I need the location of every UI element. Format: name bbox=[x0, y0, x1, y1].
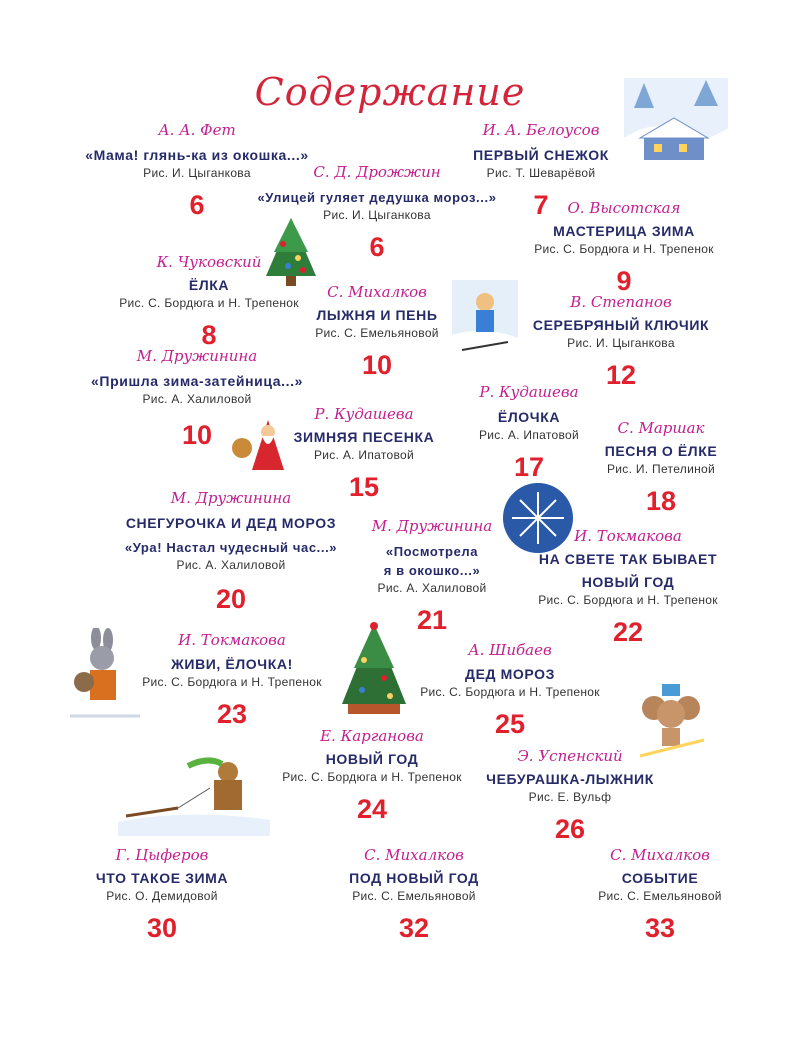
toc-entry[interactable] bbox=[534, 198, 714, 298]
entry-page-number: 10 bbox=[361, 350, 393, 380]
entry-page-number: 30 bbox=[146, 913, 178, 943]
entry-page-number: 6 bbox=[369, 232, 385, 262]
entry-author: С. Михалков bbox=[610, 846, 710, 864]
toc-entry[interactable] bbox=[605, 418, 718, 518]
toc-entry[interactable] bbox=[349, 845, 479, 945]
entry-credit: Рис. С. Бордюга и Н. Трепенок bbox=[420, 685, 600, 699]
entry-title: НА СВЕТЕ ТАК БЫВАЕТ bbox=[538, 551, 718, 567]
page-title: Содержание bbox=[254, 70, 526, 114]
entry-credit: Рис. С. Емельяновой bbox=[352, 889, 476, 903]
entry-page-number: 22 bbox=[612, 617, 644, 647]
entry-title: НОВЫЙ ГОД bbox=[581, 574, 675, 590]
entry-author: О. Высотская bbox=[567, 199, 681, 217]
entry-page-number: 15 bbox=[348, 472, 380, 502]
entry-credit: Рис. А. Халиловой bbox=[176, 558, 286, 572]
entry-title: ЖИВИ, ЁЛОЧКА! bbox=[171, 656, 293, 672]
entry-author: М. Дружинина bbox=[371, 517, 493, 535]
toc-entry[interactable] bbox=[486, 746, 654, 846]
entry-credit: Рис. А. Халиловой bbox=[377, 581, 487, 595]
entry-author: Е. Карганова bbox=[320, 727, 424, 745]
entry-author: В. Степанов bbox=[570, 293, 672, 311]
entry-title: НОВЫЙ ГОД bbox=[325, 751, 419, 767]
toc-entry[interactable] bbox=[315, 282, 439, 382]
entry-page-number: 21 bbox=[416, 605, 448, 635]
toc-entry[interactable] bbox=[119, 252, 299, 352]
entry-author: И. Токмакова bbox=[574, 527, 682, 545]
entry-title: «Мама! глянь-ка из окошка...» bbox=[85, 147, 309, 163]
entry-title: ПЕСНЯ О ЁЛКЕ bbox=[604, 443, 718, 459]
entry-credit: Рис. С. Бордюга и Н. Трепенок bbox=[538, 593, 718, 607]
entry-credit: Рис. С. Бордюга и Н. Трепенок bbox=[282, 770, 462, 784]
entry-credit: Рис. И. Петелиной bbox=[606, 462, 715, 476]
entry-page-number: 8 bbox=[201, 320, 217, 350]
entry-title: «Улицей гуляет дедушка мороз...» bbox=[257, 190, 497, 205]
entry-author: Р. Кудашева bbox=[479, 383, 579, 401]
entry-page-number: 32 bbox=[398, 913, 430, 943]
entry-author: А. Шибаев bbox=[468, 641, 552, 659]
entry-page-number: 24 bbox=[356, 794, 388, 824]
entry-credit: Рис. С. Бордюга и Н. Трепенок bbox=[534, 242, 714, 256]
entry-credit: Рис. Е. Вульф bbox=[528, 790, 612, 804]
entry-author: А. А. Фет bbox=[158, 121, 236, 139]
entry-page-number: 26 bbox=[554, 814, 586, 844]
entry-title: ЁЛОЧКА bbox=[497, 409, 561, 425]
entry-author: И. Токмакова bbox=[178, 631, 286, 649]
entry-title: ПОД НОВЫЙ ГОД bbox=[349, 870, 479, 886]
entry-page-number: 10 bbox=[181, 420, 213, 450]
entry-title: СЕРЕБРЯНЫЙ КЛЮЧИК bbox=[532, 317, 710, 333]
toc-entry[interactable] bbox=[96, 845, 228, 945]
entry-author: С. Михалков bbox=[327, 283, 427, 301]
toc-entry[interactable] bbox=[257, 162, 496, 264]
entry-author: Э. Успенский bbox=[517, 747, 623, 765]
entry-title: СОБЫТИЕ bbox=[621, 870, 699, 886]
entry-page-number: 9 bbox=[616, 266, 632, 296]
entry-page-number: 6 bbox=[189, 190, 205, 220]
entry-author: М. Дружинина bbox=[136, 347, 258, 365]
entry-author: С. Михалков bbox=[364, 846, 464, 864]
entry-credit: Рис. И. Цыганкова bbox=[567, 336, 675, 350]
entry-credit: Рис. А. Ипатовой bbox=[478, 428, 580, 442]
entry-credit: Рис. А. Ипатовой bbox=[313, 448, 415, 462]
hare-illustration bbox=[70, 628, 140, 720]
entry-page-number: 20 bbox=[215, 584, 247, 614]
skier-illustration bbox=[452, 280, 518, 360]
toc-entry[interactable] bbox=[142, 630, 322, 731]
bear-sled-illustration bbox=[118, 752, 270, 836]
entry-credit: Рис. А. Халиловой bbox=[142, 392, 252, 406]
entry-credit: Рис. И. Цыганкова bbox=[143, 166, 251, 180]
entry-author: Г. Цыферов bbox=[115, 846, 209, 864]
entry-page-number: 7 bbox=[533, 190, 549, 220]
toc-entry[interactable] bbox=[282, 726, 462, 826]
entry-title: ЛЫЖНЯ И ПЕНЬ bbox=[316, 307, 438, 323]
entry-title: СНЕГУРОЧКА И ДЕД МОРОЗ bbox=[125, 515, 337, 531]
entry-title: ЧТО ТАКОЕ ЗИМА bbox=[95, 870, 229, 886]
entry-title: ДЕД МОРОЗ bbox=[465, 666, 555, 682]
entry-author: И. А. Белоусов bbox=[482, 121, 600, 139]
entry-page-number: 25 bbox=[494, 709, 526, 739]
toc-entry[interactable] bbox=[479, 382, 579, 484]
entry-title: ЧЕБУРАШКА-ЛЫЖНИК bbox=[486, 771, 654, 787]
entry-author: Р. Кудашева bbox=[314, 405, 414, 423]
entry-author: С. Д. Дрожжин bbox=[313, 163, 441, 181]
entry-author: М. Дружинина bbox=[170, 489, 292, 507]
toc-entry[interactable] bbox=[91, 346, 303, 452]
entry-title: «Посмотрела bbox=[385, 544, 479, 559]
toc-entry[interactable] bbox=[372, 516, 492, 637]
entry-title: МАСТЕРИЦА ЗИМА bbox=[553, 223, 695, 239]
entry-credit: Рис. С. Бордюга и Н. Трепенок bbox=[142, 675, 322, 689]
entry-page-number: 17 bbox=[513, 452, 545, 482]
toc-entry[interactable] bbox=[533, 292, 709, 392]
winter-house-illustration bbox=[624, 78, 728, 178]
entry-credit: Рис. И. Цыганкова bbox=[323, 208, 431, 222]
entry-page-number: 18 bbox=[645, 486, 677, 516]
toc-entry[interactable] bbox=[538, 526, 718, 649]
entry-title: ЗИМНЯЯ ПЕСЕНКА bbox=[293, 429, 435, 445]
entry-credit: Рис. О. Демидовой bbox=[106, 889, 218, 903]
entry-credit: Рис. С. Емельяновой bbox=[315, 326, 439, 340]
entry-page-number: 12 bbox=[605, 360, 637, 390]
entry-title: ЁЛКА bbox=[188, 277, 230, 293]
entry-author: К. Чуковский bbox=[156, 253, 262, 271]
entry-title: «Пришла зима-затейница...» bbox=[91, 373, 303, 389]
entry-title: ПЕРВЫЙ СНЕЖОК bbox=[473, 147, 609, 163]
entry-credit: Рис. С. Бордюга и Н. Трепенок bbox=[119, 296, 299, 310]
entry-author: С. Маршак bbox=[617, 419, 705, 437]
entry-page-number: 23 bbox=[216, 699, 248, 729]
entry-credit: Рис. С. Емельяновой bbox=[598, 889, 722, 903]
toc-entry[interactable] bbox=[598, 845, 722, 945]
entry-page-number: 33 bbox=[644, 913, 676, 943]
toc-entry[interactable] bbox=[125, 488, 337, 616]
entry-title: я в окошко...» bbox=[383, 563, 481, 578]
entry-credit: Рис. Т. Шеварёвой bbox=[486, 166, 596, 180]
entry-title: «Ура! Настал чудесный час...» bbox=[124, 540, 338, 555]
